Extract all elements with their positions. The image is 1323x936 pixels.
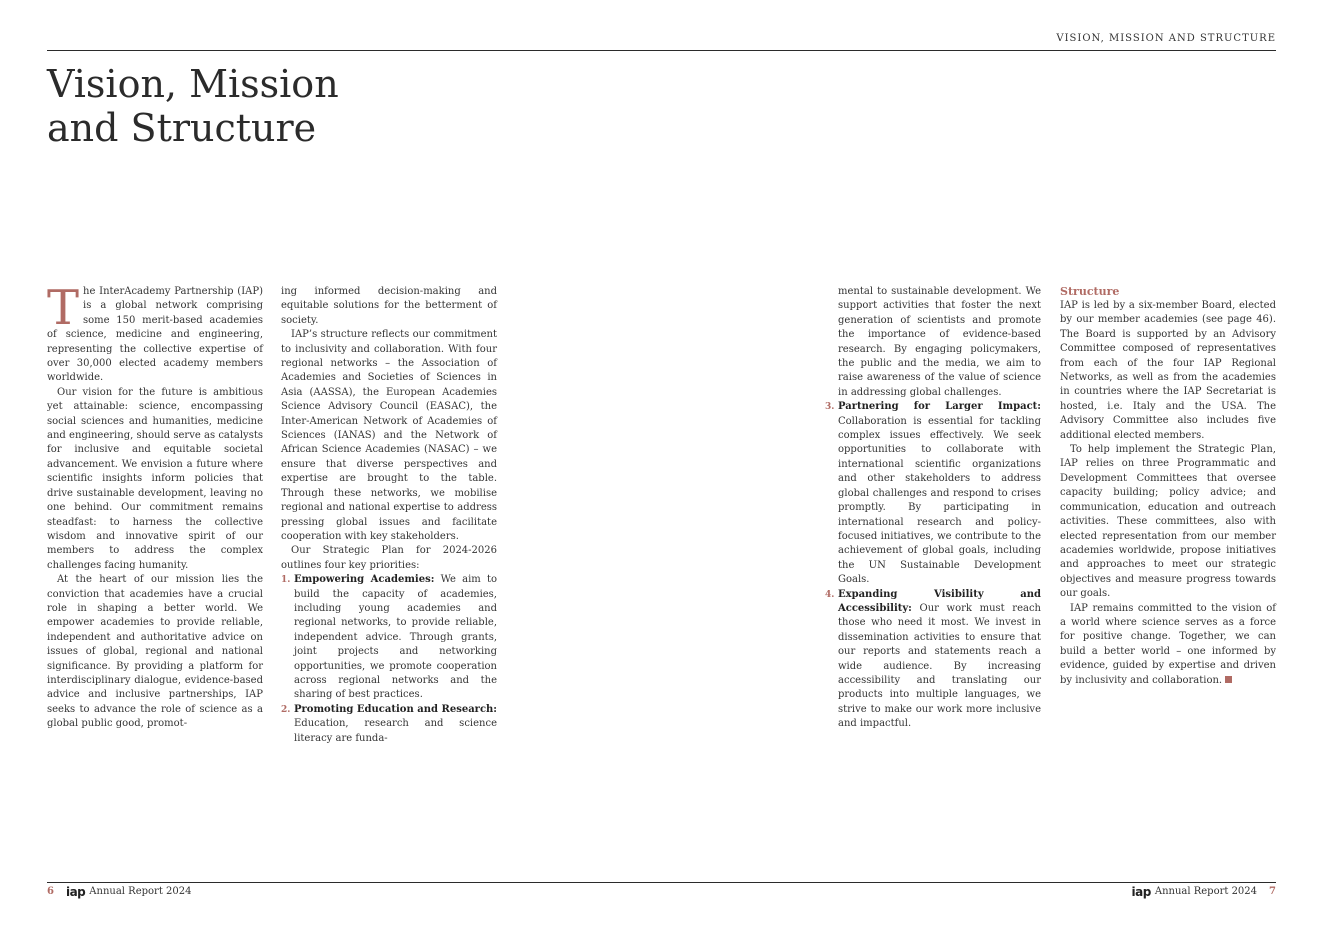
structure-paragraph-1: IAP is led by a six-member Board, elected by our member academies (see page 46). The Board is supported by an Advisory Committee composed of representatives from each of the four IAP Regional Networks, as well as from the academies in countries where the IAP Secretariat is hosted, i.e. Italy and the USA. The Advisory Committee also includes five additional elected members.	[1060, 300, 1276, 441]
mission-paragraph: At the heart of our mission lies the conviction that academies have a crucial role in shaping a better world. We empower academies to provide reliable, independent and authoritative advice on issues of global, regional and national significance. By providing a platform for interdisciplinary dialogue, evidence-based advice and inclusive partnerships, IAP seeks to advance the role of science as a global public good, promot-	[47, 574, 263, 730]
priority-item-2	[281, 703, 497, 746]
footer-rule	[47, 882, 1276, 883]
priorities-list-cont	[825, 285, 1041, 732]
page-number-left: 6	[47, 886, 54, 897]
intro-paragraph	[47, 280, 263, 386]
priority-title: Expanding Visibility and Accessibility:	[838, 588, 1041, 614]
running-head: VISION, MISSION AND STRUCTURE	[1056, 33, 1276, 44]
priority-title: Promoting Education and Research:	[294, 703, 497, 715]
priority-text: Collaboration is essential for tackling complex issues effectively. We seek opportunities to collaborate with international scientific organizations and other stakeholders to address global challenges and respond to crises promptly. By participating in international research and policy-focused initiatives, we contribute to the achievement of global goals, including the UN Sustainable Development Goals.	[838, 415, 1041, 586]
section-heading-structure: Structure	[1060, 285, 1120, 298]
structure-paragraph-3	[1060, 602, 1276, 688]
priorities-list	[281, 573, 497, 746]
footer-right	[1132, 886, 1276, 898]
text-column-4	[1060, 285, 1276, 688]
footer-left	[47, 886, 191, 898]
structure-intro-paragraph: IAP’s structure reflects our commitment to inclusivity and collaboration. With four regional networks – the Association of Academies and Societies of Sciences in Asia (AASSA), the European Academies Science Advisory Council (EASAC), the Inter-American Network of Academies of Sciences (IANAS) and the Network of African Science Academies (NASAC) – we ensure that diverse perspectives and expertise are brought to the table. Through these networks, we mobilise regional and national expertise to address pressing global issues and facilitate cooperation with key stakeholders.	[281, 329, 497, 542]
page-title-line1: Vision, Mission	[47, 62, 339, 106]
priority-item-4	[825, 588, 1041, 732]
strategic-plan-paragraph: Our Strategic Plan for 2024-2026 outlines four key priorities:	[281, 545, 497, 571]
vision-paragraph: Our vision for the future is ambitious yet attainable: science, encompassing social sciences and humanities, medicine and engineering, should serve as catalysts for inclusive and equitable societal advancement. We envision a future where scientific insights inform policies that drive sustainable development, leaving no one behind. Our commitment remains steadfast: to harness the collective wisdom and innovative spirit of our members to address the complex challenges facing humanity.	[47, 386, 263, 571]
priority-title: Empowering Academies:	[294, 574, 435, 586]
drop-cap: T	[47, 280, 80, 336]
priority-number: 2.	[281, 704, 291, 715]
header-rule	[47, 50, 1276, 51]
priority-text: mental to sustainable development. We support activities that foster the next generation of scientists and promote the importance of evidence-based research. By engaging policymakers, the public and the media, we aim to raise awareness of the value of science in addressing global challenges.	[838, 286, 1041, 398]
page-title-line2: and Structure	[47, 106, 317, 150]
closing-text: IAP remains committed to the vision of a world where science serves as a force for positive change. Together, we can build a better world – one informed by evidence, guided by expertise and driven by inclusivity and collaboration.	[1060, 602, 1276, 686]
iap-logo-icon: iap	[65, 885, 86, 899]
mission-paragraph-cont: ing informed decision-making and equitable solutions for the betterment of society.	[281, 286, 497, 326]
priority-number: 4.	[825, 589, 835, 600]
text-column-2	[281, 285, 497, 746]
priority-text: Our work must reach those who need it most. We invest in dissemination activities to ensure that our reports and statements reach a wide audience. By increasing accessibility and translating our products into multiple languages, we strive to make our work more inclusive and impactful.	[838, 602, 1041, 730]
text-column-3	[825, 285, 1041, 732]
priority-title: Partnering for Larger Impact:	[838, 401, 1041, 413]
structure-paragraph-2: To help implement the Strategic Plan, IAP relies on three Programmatic and Development Committees that oversee capacity building; policy advice; and communication, education and outreach activities. These committees, also with elected representation from our member academies worldwide, propose initiatives and approaches to meet our strategic objectives and measure progress towards our goals.	[1060, 444, 1276, 600]
priority-item-1	[281, 573, 497, 703]
intro-text: he InterAcademy Partnership (IAP) is a global network comprising some 150 merit-based academies of science, medicine and engineering, representing the collective expertise of over 30,000 elected academy members worldwide.	[47, 286, 263, 384]
iap-logo-icon: iap	[1131, 885, 1151, 899]
page-title	[47, 62, 467, 150]
footer-label-right: Annual Report 2024	[1154, 886, 1258, 897]
priority-text: We aim to build the capacity of academies, including young academies and regional networks, to provide reliable, independent advice. Through grants, joint projects and networking opportunities, we promote cooperation across regional networks and the sharing of best practices.	[294, 574, 497, 701]
priority-item-3	[825, 400, 1041, 587]
footer-label-left: Annual Report 2024	[89, 886, 192, 897]
priority-text: Education, research and science literacy are funda-	[294, 718, 497, 744]
page-number-right: 7	[1269, 886, 1276, 897]
end-mark-icon	[1225, 676, 1232, 683]
priority-number: 1.	[281, 575, 291, 586]
priority-item-2-cont	[838, 285, 1041, 400]
text-column-1	[47, 280, 263, 732]
priority-number: 3.	[825, 402, 835, 413]
